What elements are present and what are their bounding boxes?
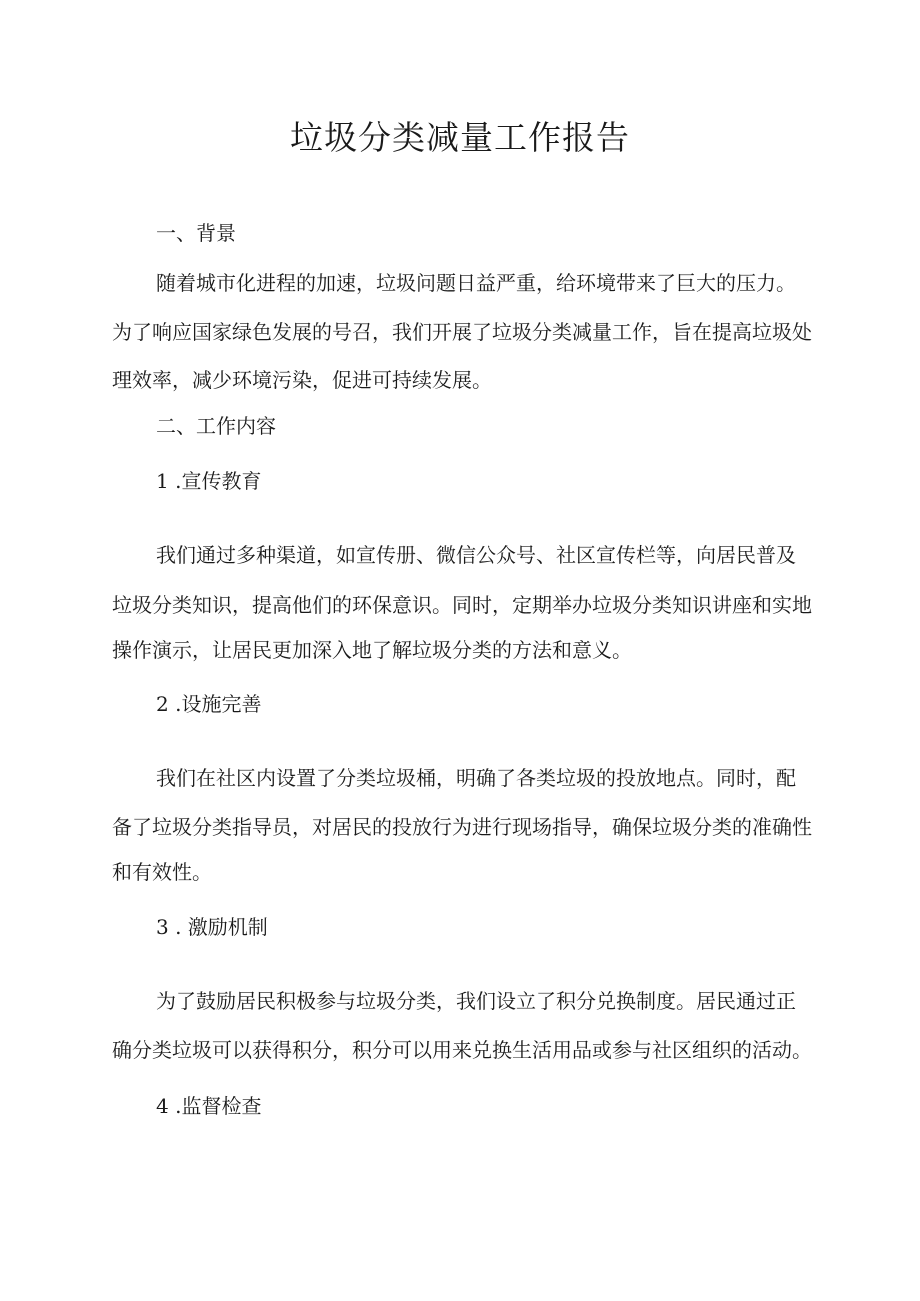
paragraph-line: 确分类垃圾可以获得积分，积分可以用来兑换生活用品或参与社区组织的活动。 <box>112 1038 812 1062</box>
paragraph-line: 我们在社区内设置了分类垃圾桶，明确了各类垃圾的投放地点。同时，配 <box>156 766 796 790</box>
section-heading-background: 一、背景 <box>156 221 236 245</box>
paragraph-line: 垃圾分类知识，提高他们的环保意识。同时，定期举办垃圾分类知识讲座和实地 <box>112 593 812 617</box>
document-title: 垃圾分类减量工作报告 <box>290 118 630 157</box>
paragraph-line: 备了垃圾分类指导员，对居民的投放行为进行现场指导，确保垃圾分类的准确性 <box>112 815 812 839</box>
paragraph-line: 为了响应国家绿色发展的号召，我们开展了垃圾分类减量工作，旨在提高垃圾处 <box>112 320 812 344</box>
paragraph-line: 理效率，减少环境污染，促进可持续发展。 <box>112 368 492 392</box>
item-heading-publicity: 1 .宣传教育 <box>156 469 262 493</box>
item-heading-supervision: 4 .监督检查 <box>156 1094 262 1118</box>
paragraph-line: 我们通过多种渠道，如宣传册、微信公众号、社区宣传栏等，向居民普及 <box>156 543 796 567</box>
paragraph-line: 操作演示，让居民更加深入地了解垃圾分类的方法和意义。 <box>112 638 632 662</box>
paragraph-line: 为了鼓励居民积极参与垃圾分类，我们设立了积分兑换制度。居民通过正 <box>156 989 796 1013</box>
section-heading-work-content: 二、工作内容 <box>156 414 276 438</box>
paragraph-line: 和有效性。 <box>112 860 212 884</box>
item-heading-incentives: 3 . 激励机制 <box>156 915 268 939</box>
item-heading-facilities: 2 .设施完善 <box>156 692 262 716</box>
paragraph-line: 随着城市化进程的加速，垃圾问题日益严重，给环境带来了巨大的压力。 <box>156 271 796 295</box>
